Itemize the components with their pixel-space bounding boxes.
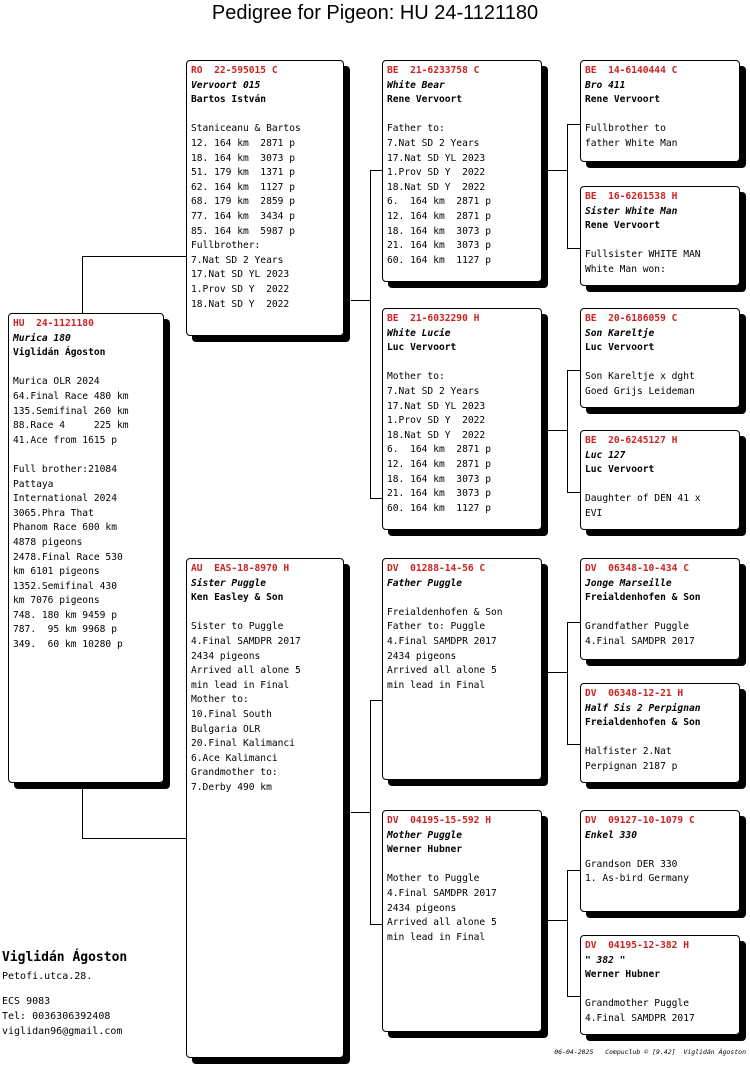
connector-line — [351, 812, 371, 813]
breeder-name: Viglidán Ágoston — [2, 950, 128, 965]
connector-line — [548, 920, 568, 921]
pigeon-description: Murica OLR 2024 64.Final Race 480 km 135.Semifinal 260 km 88.Race 4 225 km 41.Ace from 1615 p Full brother:21084 Pattaya International 2024 3065.Phra That Phanom Race 600 km 4878 pigeons 2478.Final Race 530 km 6101 pigeons 1352.Semifinal 430 km 7076 pigeons 748. 180 km 9459 p 787. 95 km 9968 p 349. 60 km 10280 p — [13, 376, 129, 651]
pigeon-owner: Rene Vervoort — [585, 220, 661, 232]
pigeon-name: Vervoort 015 — [191, 79, 261, 91]
pigeon-card-sire[interactable] — [186, 60, 344, 336]
pigeon-owner: Bartos István — [191, 94, 267, 106]
pigeon-name: Bro 411 — [585, 79, 626, 91]
pigeon-description: Staniceanu & Bartos 12. 164 km 2871 p 18. 164 km 3073 p 51. 179 km 1371 p 62. 164 km 1127 p 68. 179 km 2859 p 77. 164 km 3434 p 85. 164 km 5987 p Fullbrother: 7.Nat SD 2 Years 17.Nat SD YL 2023 1.Prov SD Y 2022 18.Nat SD Y 2022 — [191, 123, 301, 310]
breeder-address: Petofi.utca.28. — [2, 971, 93, 982]
connector-line — [567, 370, 568, 492]
ring-number: DV 01288-14-56 C — [387, 563, 486, 574]
pigeon-description: Father to: 7.Nat SD 2 Years 17.Nat SD YL 2023 1.Prov SD Y 2022 18.Nat SD Y 2022 6. 164 km 2871 p 12. 164 km 2871 p 18. 164 km 3073 p 21. 164 km 3073 p 60. 164 km 1127 p — [387, 123, 491, 266]
connector-line — [370, 498, 382, 499]
pigeon-description: Grandmother Puggle 4.Final SAMDPR 2017 — [585, 998, 695, 1024]
pigeon-description: Fullsister WHITE MAN White Man won: — [585, 249, 701, 275]
pigeon-card-dsd[interactable] — [580, 683, 740, 783]
breeder-ecs: ECS 9083 — [2, 996, 51, 1007]
pigeon-name: Mother Puggle — [387, 829, 463, 841]
ring-number: DV 06348-12-21 H — [585, 688, 684, 699]
pigeon-name: Half Sis 2 Perpignan — [585, 702, 701, 714]
connector-line — [548, 430, 568, 431]
page-title: Pedigree for Pigeon: HU 24-1121180 — [211, 2, 539, 24]
pigeon-owner: Werner Hubner — [387, 844, 463, 856]
ring-number: AU EAS-18-8970 H — [191, 563, 290, 574]
ring-number: DV 06348-10-434 C — [585, 563, 689, 574]
pigeon-description: Grandfather Puggle 4.Final SAMDPR 2017 — [585, 621, 695, 647]
connector-line — [567, 124, 568, 248]
pigeon-owner: Ken Easley & Son — [191, 592, 284, 604]
pigeon-card-dss[interactable] — [580, 558, 740, 660]
pigeon-card-dam-dam[interactable] — [382, 810, 542, 1032]
pigeon-description: Grandson DER 330 1. As-bird Germany — [585, 858, 689, 885]
ring-number: HU 24-1121180 — [13, 318, 94, 329]
pigeon-name: Sister Puggle — [191, 577, 267, 589]
pigeon-card-sss[interactable] — [580, 60, 740, 162]
pigeon-description: Freialdenhofen & Son Father to: Puggle 4.Final SAMDPR 2017 2434 pigeons Arrived all alone 5 min lead in Final — [387, 606, 503, 691]
ring-number: BE 21-6032290 H — [387, 313, 480, 324]
pigeon-card-dam-sire[interactable] — [382, 558, 542, 780]
pigeon-card-ddd[interactable] — [580, 935, 740, 1035]
ring-number: DV 09127-10-1079 C — [585, 815, 695, 826]
pigeon-owner: Luc Vervoort — [585, 464, 655, 476]
connector-line — [548, 672, 568, 673]
pigeon-card-sire-sire[interactable] — [382, 60, 542, 282]
pigeon-owner: Freialdenhofen & Son — [585, 717, 701, 729]
footer-credit: 06-04-2025 Compuclub © [9.42] Viglidán Ágoston — [554, 1048, 746, 1056]
ring-number: DV 04195-12-382 H — [585, 940, 689, 951]
pigeon-name: Enkel 330 — [585, 829, 637, 841]
pigeon-name: " 382 " — [585, 954, 626, 966]
pigeon-owner: Rene Vervoort — [585, 94, 661, 106]
pigeon-description: Sister to Puggle 4.Final SAMDPR 2017 2434 pigeons Arrived all alone 5 min lead in Final Mother to: 10.Final South Bulgaria OLR 20.Final Kalimanci 6.Ace Kalimanci Grandmother to: 7.Derby 490 km — [191, 621, 301, 793]
pigeon-name: White Lucie — [387, 327, 451, 339]
connector-line — [370, 170, 371, 498]
pigeon-owner: Luc Vervoort — [585, 342, 655, 354]
pigeon-description: Fullbrother to father White Man — [585, 123, 678, 149]
connector-line — [567, 248, 580, 249]
pigeon-name: Son Kareltje — [585, 327, 655, 339]
pigeon-card-sds[interactable] — [580, 308, 740, 408]
connector-line — [567, 870, 568, 996]
pigeon-owner: Rene Vervoort — [387, 94, 463, 106]
ring-number: BE 20-6186059 C — [585, 313, 678, 324]
ring-number: RO 22-595015 C — [191, 65, 278, 76]
pigeon-card-ssd[interactable] — [580, 186, 740, 286]
pigeon-name: Murica 180 — [13, 332, 71, 344]
pigeon-owner: Viglidán Ágoston — [13, 347, 106, 359]
ring-number: BE 21-6233758 C — [387, 65, 480, 76]
connector-line — [82, 256, 186, 257]
pigeon-card-dam[interactable] — [186, 558, 344, 1058]
connector-line — [567, 492, 580, 493]
ring-number: DV 04195-15-592 H — [387, 815, 491, 826]
pigeon-description: Mother to: 7.Nat SD 2 Years 17.Nat SD YL 2023 1.Prov SD Y 2022 18.Nat SD Y 2022 6. 164 km 2871 p 12. 164 km 2871 p 18. 164 km 3073 p 21. 164 km 3073 p 60. 164 km 1127 p — [387, 371, 491, 514]
pigeon-owner: Freialdenhofen & Son — [585, 592, 701, 604]
connector-line — [351, 300, 371, 301]
pigeon-description: Halfister 2.Nat Perpignan 2187 p — [585, 746, 678, 772]
pigeon-name: White Bear — [387, 79, 445, 91]
connector-line — [567, 124, 580, 125]
connector-line — [82, 838, 186, 839]
breeder-info — [2, 950, 127, 1039]
pigeon-card-sdd[interactable] — [580, 430, 740, 530]
pigeon-name: Father Puggle — [387, 577, 463, 589]
connector-line — [370, 170, 382, 171]
pigeon-owner: Werner Hubner — [585, 969, 661, 981]
connector-line — [567, 622, 568, 744]
pigeon-description: Daughter of DEN 41 x EVI — [585, 493, 701, 519]
ring-number: BE 14-6140444 C — [585, 65, 678, 76]
ring-number: BE 20-6245127 H — [585, 435, 678, 446]
pigeon-card-subject[interactable] — [8, 313, 164, 783]
pigeon-card-dds[interactable] — [580, 810, 740, 912]
breeder-email: viglidan96@gmail.com — [2, 1026, 123, 1037]
connector-line — [567, 996, 580, 997]
connector-line — [567, 870, 580, 871]
connector-line — [548, 170, 568, 171]
pigeon-name: Luc 127 — [585, 449, 626, 461]
connector-line — [567, 622, 580, 623]
pigeon-name: Jonge Marseille — [585, 577, 672, 589]
pigeon-card-sire-dam[interactable] — [382, 308, 542, 530]
connector-line — [567, 744, 580, 745]
pigeon-description: Son Kareltje x dght Goed Grijs Leideman — [585, 371, 695, 397]
pigeon-owner: Luc Vervoort — [387, 342, 457, 354]
pigeon-name: Sister White Man — [585, 205, 678, 217]
connector-line — [567, 370, 580, 371]
breeder-phone: Tel: 0036306392408 — [2, 1011, 111, 1022]
connector-line — [370, 700, 382, 701]
pigeon-description: Mother to Puggle 4.Final SAMDPR 2017 2434 pigeons Arrived all alone 5 min lead in Final — [387, 873, 497, 943]
ring-number: BE 16-6261538 H — [585, 191, 678, 202]
connector-line — [370, 924, 382, 925]
